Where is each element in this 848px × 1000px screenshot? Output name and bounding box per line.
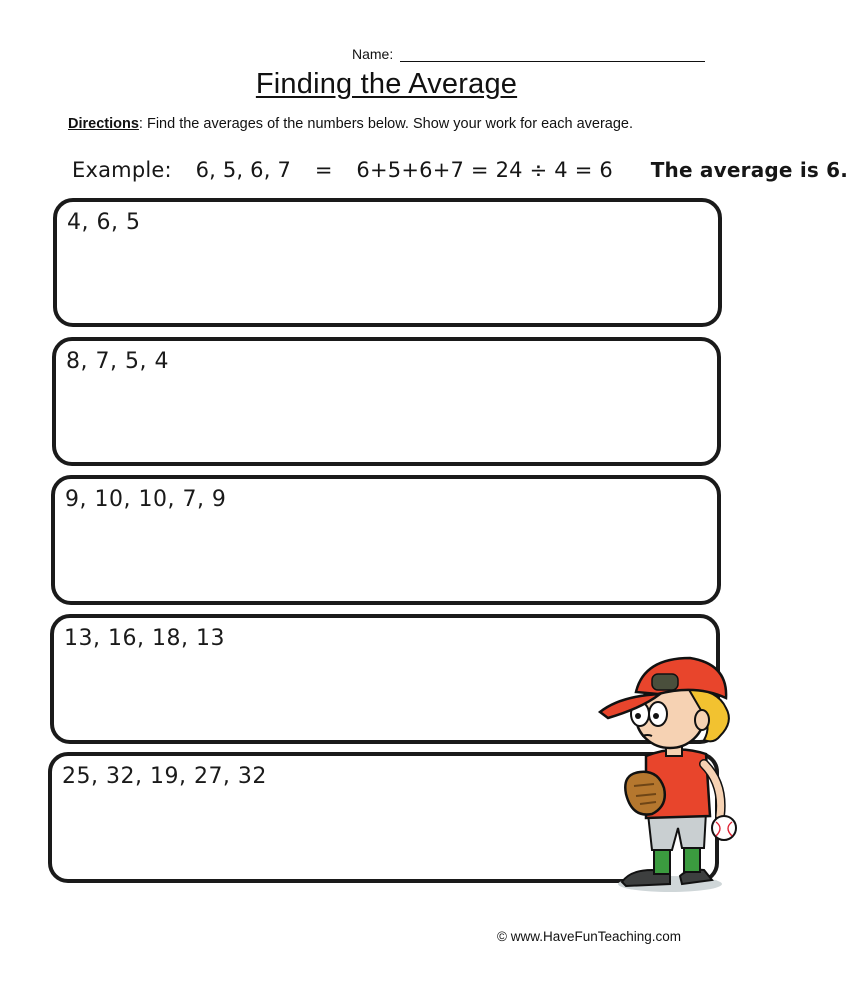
example-numbers: 6, 5, 6, 7 [195, 158, 292, 182]
problem-numbers: 8, 7, 5, 4 [66, 349, 169, 374]
page-title: Finding the Average [255, 68, 518, 100]
directions [68, 115, 688, 134]
directions-text: : Find the averages of the numbers below. Show your work for each average. [138, 116, 633, 132]
example-equals: = [314, 158, 333, 182]
name-row [352, 46, 712, 66]
cap-logo-icon [652, 674, 678, 690]
example-result: The average is 6. [650, 158, 848, 182]
problem-box-3[interactable] [51, 475, 721, 605]
baseball-glove-icon [625, 772, 665, 815]
problem-numbers: 13, 16, 18, 13 [64, 626, 225, 651]
directions-label: Directions [68, 116, 139, 132]
baseball-icon [712, 816, 736, 840]
name-blank-line[interactable] [400, 61, 705, 62]
example-label: Example: [72, 158, 172, 182]
problem-numbers: 25, 32, 19, 27, 32 [62, 764, 267, 789]
example-line [72, 158, 848, 182]
problem-numbers: 9, 10, 10, 7, 9 [65, 487, 227, 512]
problem-box-2[interactable] [52, 337, 721, 466]
name-label: Name: [352, 46, 394, 62]
problem-numbers: 4, 6, 5 [67, 210, 141, 235]
copyright-footer: © www.HaveFunTeaching.com [497, 929, 682, 944]
problem-box-1[interactable] [53, 198, 722, 327]
example-work: 6+5+6+7 = 24 ÷ 4 = 6 [356, 158, 613, 182]
baseball-boy-illustration [596, 644, 756, 896]
